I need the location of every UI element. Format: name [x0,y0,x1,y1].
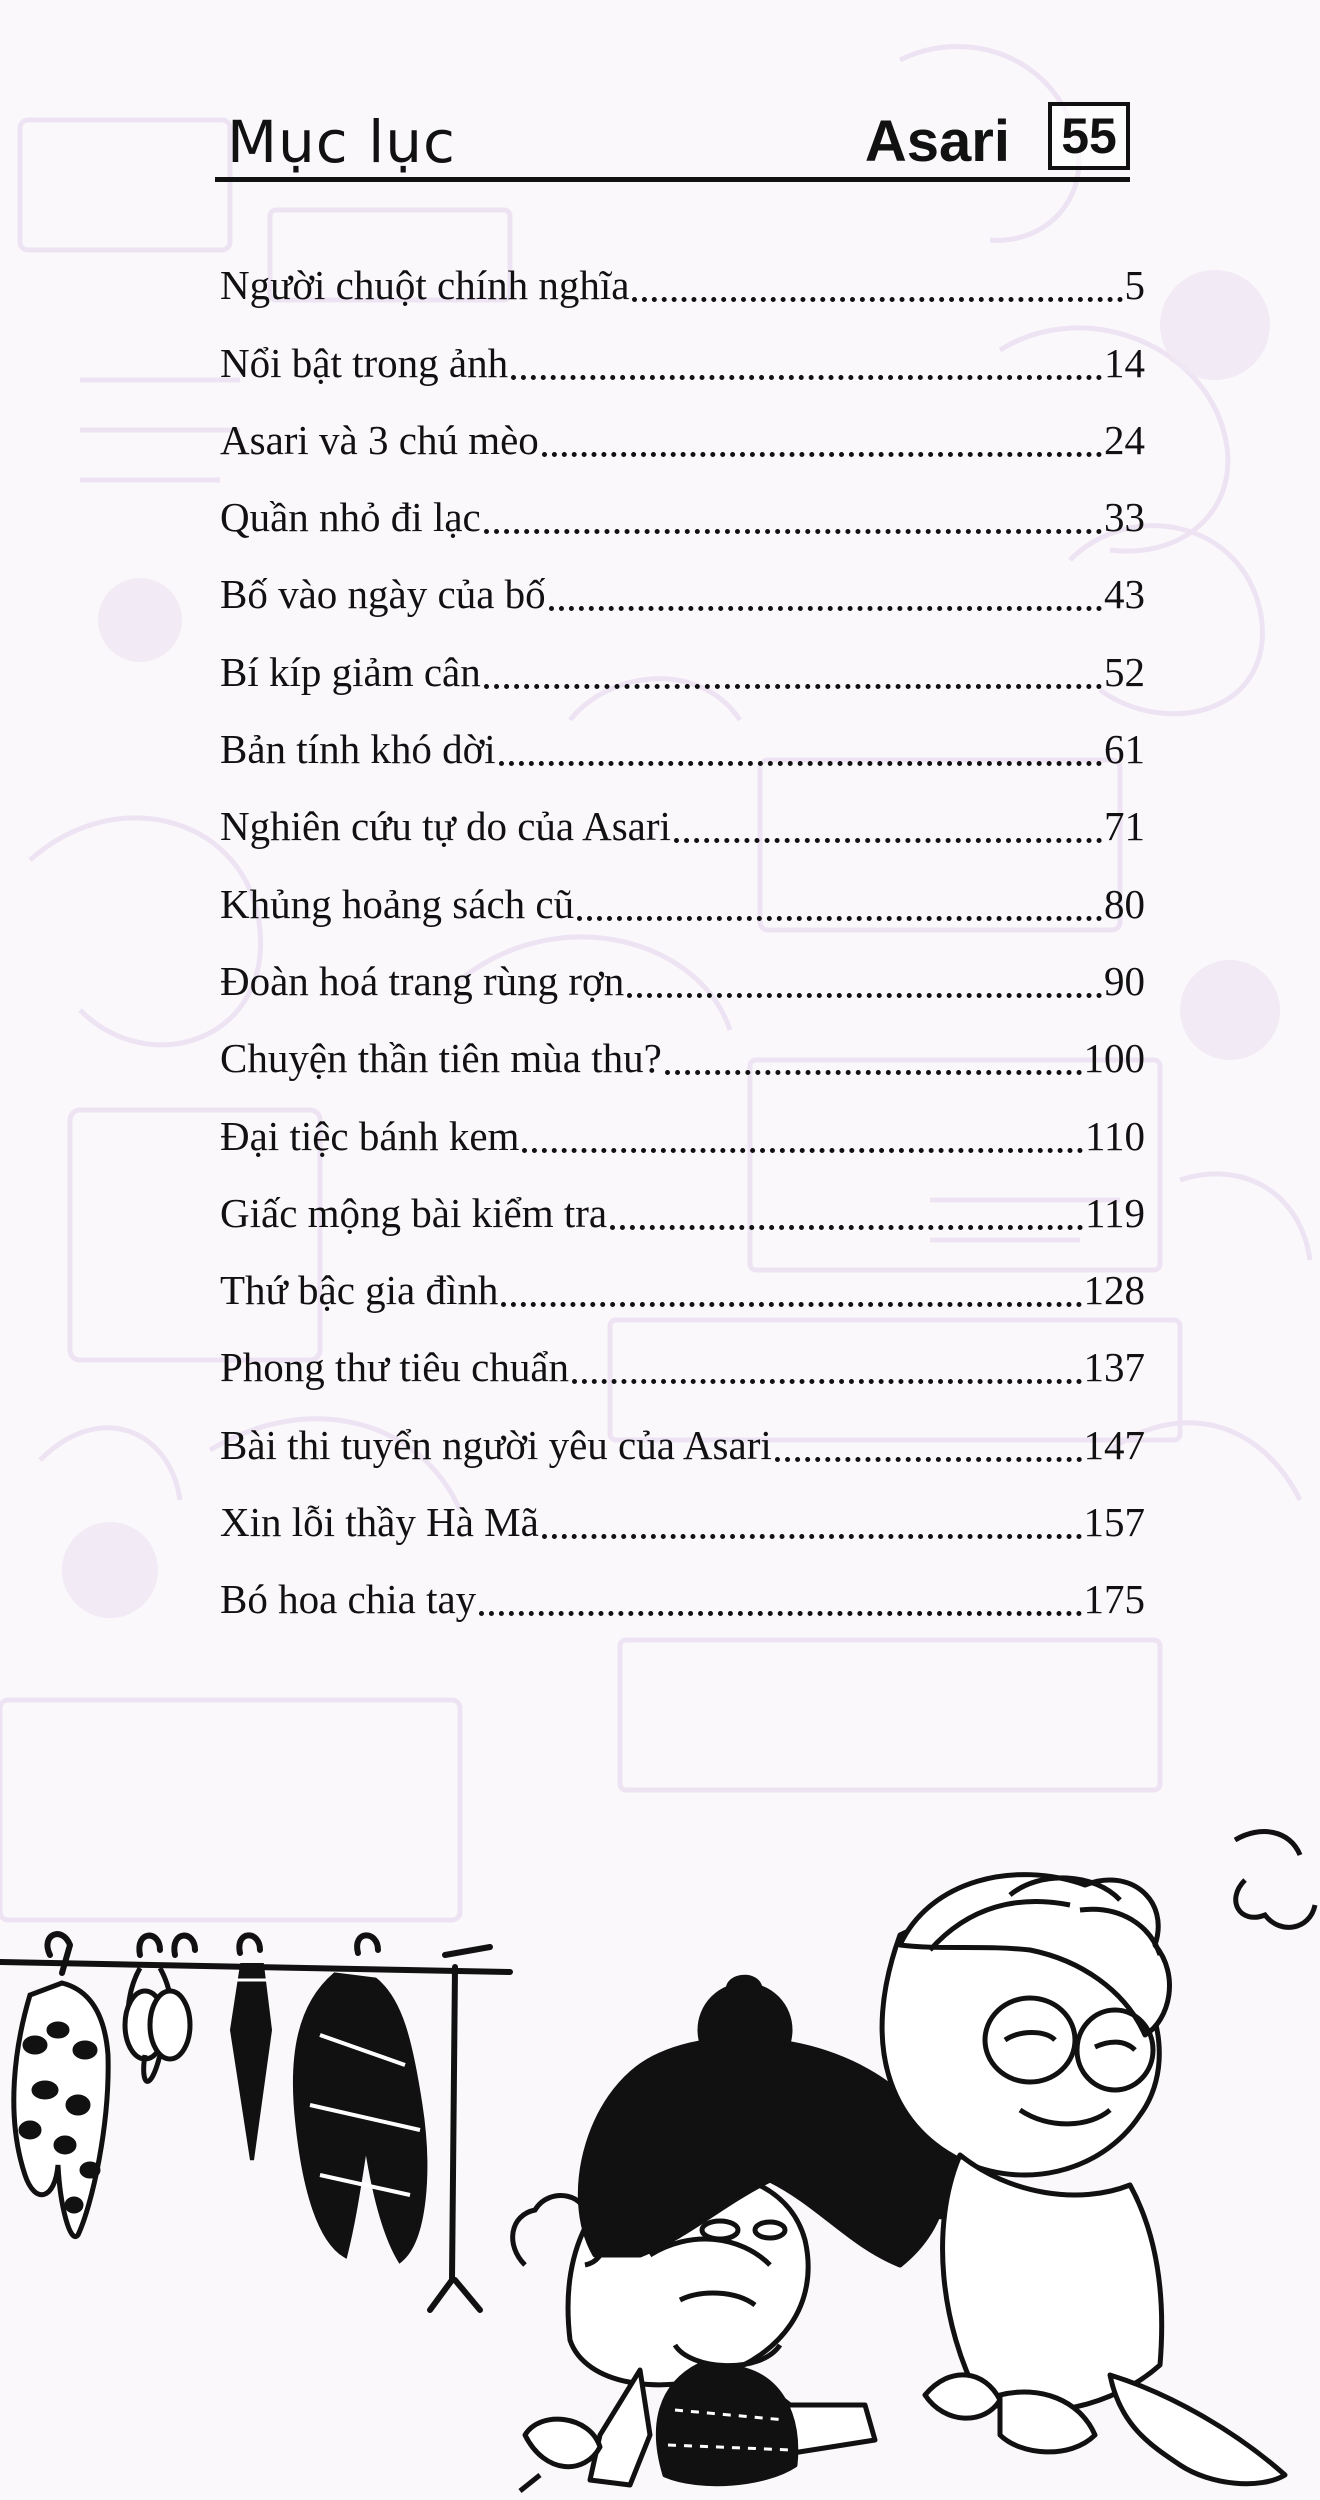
chapter-title: Khủng hoảng sách cũ [220,880,575,927]
dot-leader [511,375,1102,380]
manga-illustration [0,1785,1320,2500]
dot-leader [542,1534,1082,1539]
page-number: 110 [1085,1112,1145,1159]
dot-leader [610,1225,1083,1230]
page-number: 71 [1104,803,1145,850]
page-number: 175 [1083,1576,1145,1623]
page-number: 33 [1104,494,1145,541]
clothes-rack-post [430,1967,480,2310]
toc-entry [220,853,1145,930]
page-number: 157 [1083,1499,1145,1546]
toc-entry [220,1317,1145,1394]
toc-entry [220,467,1145,544]
clothing-tie [232,1965,270,2160]
chapter-title: Nổi bật trong ảnh [220,339,509,386]
chapter-title: Phong thư tiêu chuẩn [220,1344,570,1391]
toc-entry [220,1008,1145,1085]
toc-entry [220,390,1145,467]
page-number: 61 [1104,726,1145,773]
toc-entry [220,1472,1145,1549]
chapter-title: Đại tiệc bánh kem [220,1112,520,1159]
page-number: 43 [1104,571,1145,618]
dot-leader [674,838,1102,843]
page-number: 147 [1083,1421,1145,1468]
chapter-title: Asari và 3 chú mèo [220,416,539,463]
chapter-title: Người chuột chính nghĩa [220,262,630,309]
dot-leader [775,1457,1082,1462]
page-number: 128 [1083,1267,1145,1314]
toc-entry [220,931,1145,1008]
dot-leader [572,1379,1081,1384]
page-number: 90 [1104,957,1145,1004]
chapter-title: Thứ bậc gia đình [220,1267,499,1314]
chapter-title: Nghiên cứu tự do của Asari [220,803,671,850]
clothing-shirt [295,1975,424,2260]
dot-leader [665,1070,1082,1075]
dot-leader [484,684,1102,689]
toc-entry [220,1240,1145,1317]
dot-leader [542,452,1102,457]
page-title: Mục lục [227,108,456,176]
chapter-title: Bản tính khó dời [220,726,496,773]
page-number: 5 [1124,262,1145,309]
page-number: 80 [1104,880,1145,927]
page-number: 100 [1083,1035,1145,1082]
page-number: 137 [1083,1344,1145,1391]
volume-number: 55 [1048,102,1130,170]
header-divider [215,177,1130,182]
toc-entry [220,1085,1145,1162]
toc-entry [220,235,1145,312]
dot-leader [549,606,1102,611]
chapter-title: Xin lỗi thầy Hà Mã [220,1499,539,1546]
dot-leader [501,1302,1081,1307]
dot-leader [522,1148,1083,1153]
toc-entry [220,544,1145,621]
clothing-leopard-jacket [14,1983,108,2237]
chapter-title: Bài thi tuyển người yêu của Asari [220,1421,772,1468]
toc-entry [220,1163,1145,1240]
chapter-title: Bí kíp giảm cân [220,648,481,695]
series-name: Asari [864,109,1010,174]
page-number: 52 [1104,648,1145,695]
chapter-title: Giấc mộng bài kiểm tra [220,1189,608,1236]
dot-leader [484,529,1102,534]
clothing-bra [125,1968,190,2081]
toc-entry [220,1549,1145,1626]
toc-entry [220,621,1145,698]
toc-entry [220,699,1145,776]
dot-leader [479,1611,1081,1616]
chapter-title: Bó hoa chia tay [220,1576,477,1623]
chapter-title: Quần nhỏ đi lạc [220,494,481,541]
toc-entry [220,776,1145,853]
page-number: 14 [1104,339,1145,386]
toc-entry [220,1394,1145,1471]
chapter-title: Đoàn hoá trang rùng rợn [220,957,625,1004]
toc-entry [220,312,1145,389]
chapter-title: Chuyện thần tiên mùa thu? [220,1035,662,1082]
page-number: 119 [1085,1189,1145,1236]
dot-leader [499,761,1102,766]
dot-leader [577,916,1102,921]
page-header [215,95,1130,185]
table-of-contents [220,235,1145,1626]
dot-leader [632,297,1122,302]
dot-leader [627,993,1102,998]
chapter-title: Bố vào ngày của bố [220,571,546,618]
page-number: 24 [1104,416,1145,463]
